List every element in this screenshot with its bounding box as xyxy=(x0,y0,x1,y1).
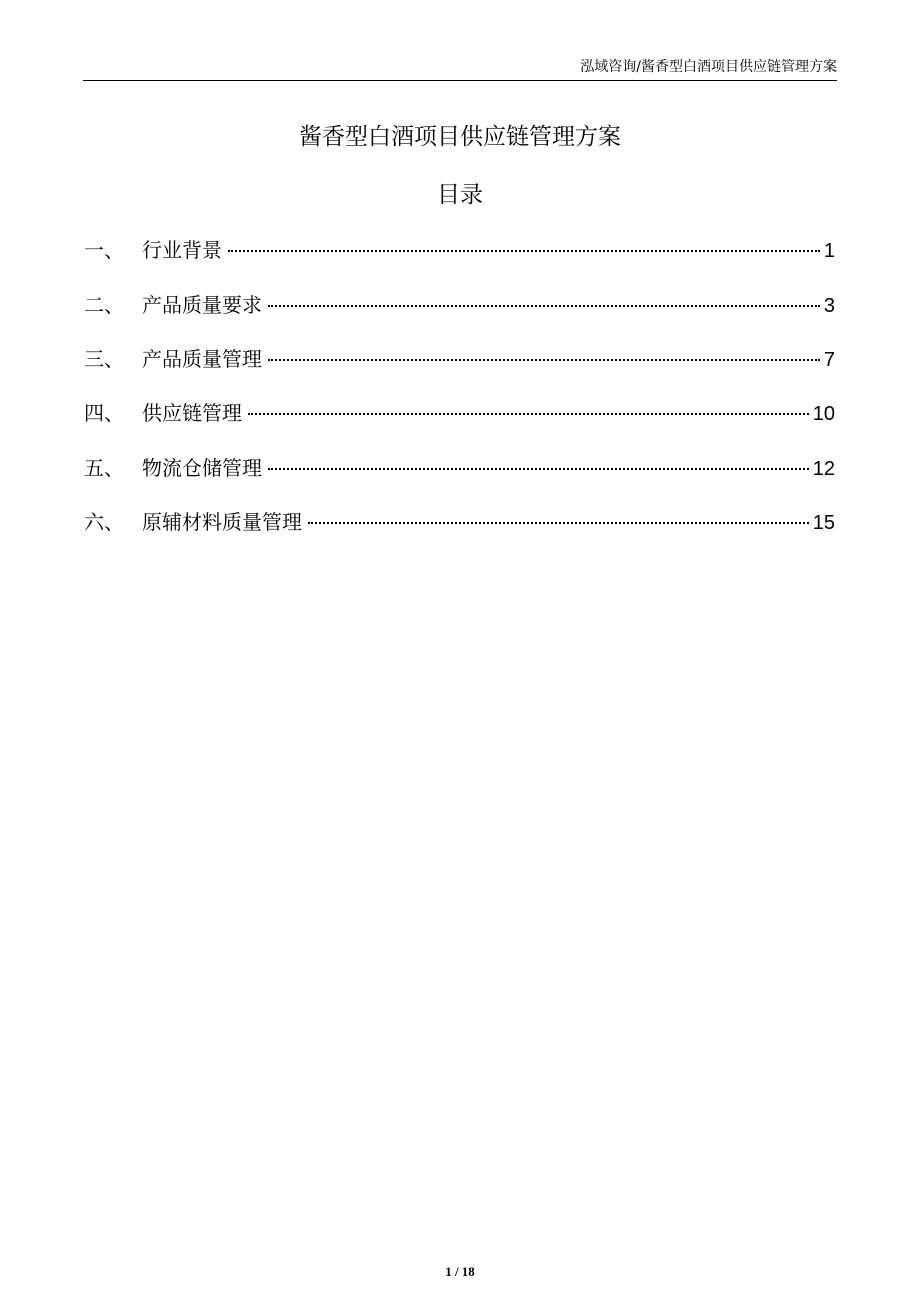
page-header xyxy=(0,0,920,80)
toc-entry-page: 3 xyxy=(823,295,835,317)
toc-entry-number: 一、 xyxy=(84,238,124,262)
toc-entry-page: 7 xyxy=(823,349,835,371)
toc-dot-leader xyxy=(248,413,809,415)
toc-entry-1[interactable] xyxy=(84,234,835,266)
toc-entry-5[interactable] xyxy=(84,452,835,484)
toc-entry-page: 12 xyxy=(812,458,835,480)
toc-entry-page: 1 xyxy=(823,240,835,262)
toc-entry-number: 四、 xyxy=(84,401,124,425)
toc-entry-4[interactable] xyxy=(84,397,835,429)
page-number-footer: 1 / 18 xyxy=(445,1264,475,1279)
running-title: 泓域咨询/酱香型白酒项目供应链管理方案 xyxy=(580,59,837,75)
toc-entry-label: 物流仓储管理 xyxy=(142,456,262,480)
toc-entry-label: 行业背景 xyxy=(142,238,222,262)
toc-entry-6[interactable] xyxy=(84,506,835,538)
toc-entry-number: 三、 xyxy=(84,347,124,371)
toc-dot-leader xyxy=(228,250,820,252)
toc-dot-leader xyxy=(268,359,820,361)
toc-entry-page: 10 xyxy=(812,403,835,425)
header-divider xyxy=(83,80,837,81)
toc-dot-leader xyxy=(268,468,809,470)
toc-dot-leader xyxy=(308,522,809,524)
toc-entry-3[interactable] xyxy=(84,343,835,375)
toc-entry-number: 二、 xyxy=(84,293,124,317)
toc-dot-leader xyxy=(268,305,820,307)
toc-heading: 目录 xyxy=(437,182,483,208)
toc-entry-page: 15 xyxy=(812,512,835,534)
toc-entry-2[interactable] xyxy=(84,289,835,321)
toc-entry-label: 产品质量要求 xyxy=(142,293,262,317)
toc-entry-number: 五、 xyxy=(84,456,124,480)
toc-entry-label: 原辅材料质量管理 xyxy=(142,510,302,534)
toc-entry-label: 供应链管理 xyxy=(142,401,242,425)
toc-entry-number: 六、 xyxy=(84,510,124,534)
toc-entry-label: 产品质量管理 xyxy=(142,347,262,371)
document-title: 酱香型白酒项目供应链管理方案 xyxy=(299,124,621,150)
